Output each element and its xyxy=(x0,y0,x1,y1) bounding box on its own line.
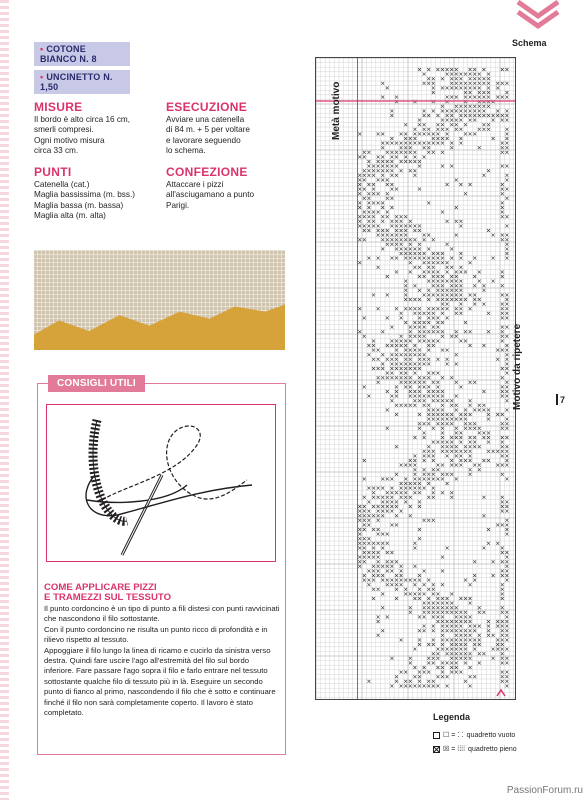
legend-item-full xyxy=(433,745,517,753)
esecuzione-title: ESECUZIONE xyxy=(166,100,248,114)
tips-box xyxy=(37,378,286,755)
filled-square-icon xyxy=(433,746,440,753)
tips-paragraph: Appoggiare il filo lungo la linea di ricamo e cucirlo da sinistra verso destra. Quindi fare uscire l'ago all'estremità del filo sul bordo inferiore. Fare passare l'ago sopra il filo e farlo entrare nel tessuto sottostante qualche filo di tessuto più in là. Eseguire un secondo punto di fianco al primo, nascondendo il filo che è sotto e continuare finché il filo non sarà completamente coperto. Il lavoro è stato completato. xyxy=(44,645,276,718)
crochet-chart xyxy=(315,57,516,700)
lace-photo xyxy=(34,250,285,350)
misure-section xyxy=(34,100,159,156)
tips-paragraph: Il punto cordoncino è un tipo di punto a fili distesi con punti ravvicinati che nascondono il filo sottostante. xyxy=(44,604,280,624)
tips-subtitle: COME APPLICARE PIZZI E TRAMEZZI SUL TESSUTO xyxy=(44,582,172,603)
filet-grid xyxy=(316,58,515,699)
legend-text: quadretto vuoto xyxy=(466,731,516,739)
legend-text: quadretto pieno xyxy=(468,745,517,753)
chevron-decoration-icon xyxy=(516,0,560,34)
page-number: 7 xyxy=(560,395,566,405)
empty-square-icon xyxy=(433,732,440,739)
stitch-illustration xyxy=(46,404,276,562)
materials-tags xyxy=(34,42,130,98)
esecuzione-section xyxy=(166,100,291,156)
legend-symbol: ☐ = ⁚ ⁚ xyxy=(443,732,464,739)
confezione-title: CONFEZIONE xyxy=(166,165,248,179)
legend-title: Legenda xyxy=(433,712,471,722)
needle-thread-drawing xyxy=(47,405,275,561)
legend-symbol: ☒ = ⁞⁞⁞⁞ xyxy=(443,746,466,753)
punti-title: PUNTI xyxy=(34,165,72,179)
punti-text: Catenella (cat.) Maglia bassissima (m. bss.) Maglia bassa (m. bassa) Maglia alta (m. alta) xyxy=(34,180,136,220)
repeat-motif-label: Motivo da ripetere xyxy=(512,323,523,410)
punti-section xyxy=(34,165,159,221)
material-tag: • COTONE BIANCO N. 8 xyxy=(34,42,130,66)
tips-paragraph: Con il punto cordoncino ne risulta un punto ricco di profondità e in rilievo rispetto al tessuto. xyxy=(44,624,268,645)
schema-label: Schema xyxy=(512,38,547,48)
half-motif-label: Metà motivo xyxy=(331,81,342,140)
misure-title: MISURE xyxy=(34,100,83,114)
page-number-bar xyxy=(556,394,558,405)
watermark: PassionForum.ru xyxy=(506,785,583,796)
confezione-section xyxy=(166,165,291,211)
material-tag: • UNCINETTO N. 1,50 xyxy=(34,70,130,94)
misure-text: Il bordo è alto circa 16 cm, smerli compresi. Ogni motivo misura circa 33 cm. xyxy=(34,115,131,155)
legend-item-empty xyxy=(433,731,517,739)
esecuzione-text: Avviare una catenella di 84 m. + 5 per voltare e lavorare seguendo lo schema. xyxy=(166,115,250,155)
legend xyxy=(433,712,517,759)
tips-header: CONSIGLI UTILI xyxy=(48,375,145,392)
binding-edge-decoration xyxy=(0,0,9,800)
tips-body xyxy=(44,604,280,718)
lace-pattern-image xyxy=(34,250,285,338)
confezione-text: Attaccare i pizzi all'asciugamano a punto Parigi. xyxy=(166,180,255,210)
